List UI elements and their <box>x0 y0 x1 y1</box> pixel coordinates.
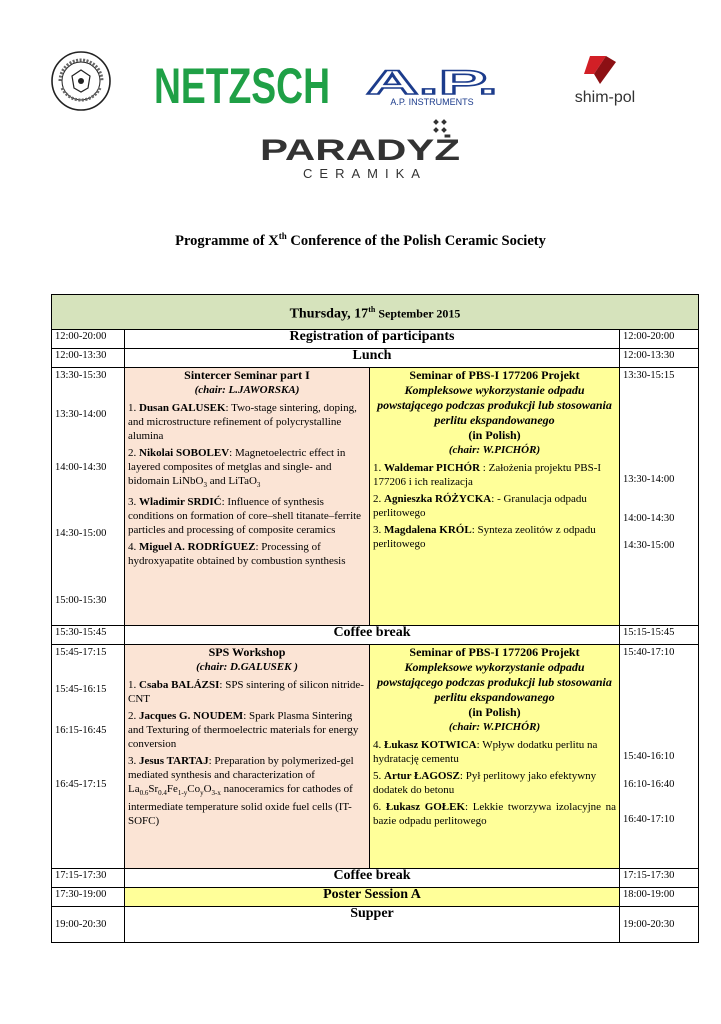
session-block-1 <box>52 368 699 626</box>
time-slot: 16:15-16:45 <box>55 725 107 736</box>
session-chair: (chair: W.PICHÓR) <box>448 444 541 456</box>
time-left: 12:00-20:00 <box>52 330 125 349</box>
times-left-col <box>52 645 125 869</box>
talk-item: 1. Waldemar PICHÓR : Założenia projektu PBS-I 177206 i ich realizacja <box>373 462 602 488</box>
lunch-row <box>52 349 699 368</box>
sps-workshop-cell <box>125 645 370 869</box>
talk-item: 3. Jesus TARTAJ: Preparation by polymerized-gel mediated synthesis and characterization of $La_{0.6}Sr_{0.4}Fe_{1-y}Co_yO_{3-x}$ nanoceramics for cathodes of intermediate temperature solid oxide fuel cells (IT-SOFC) <box>128 755 354 828</box>
time-right: 12:00-20:00 <box>620 330 699 349</box>
talk-item: 3. Wladimir SRDIĆ: Influence of synthesis conditions on formation of core–shell titanate–ferrite particles and processing of composite ceramics <box>128 496 362 537</box>
time-slot: 16:45-17:15 <box>55 779 107 790</box>
talk-item: 6. Łukasz GOŁEK: Lekkie tworzywa izolacyjne na bazie odpadu perlitowego <box>373 801 617 827</box>
time-right: 15:15-15:45 <box>620 626 699 645</box>
time-right: 19:00-20:30 <box>620 907 699 943</box>
event-label: Supper <box>125 907 620 943</box>
paradyz-text: PARADYŻ <box>260 134 460 167</box>
time-slot: 15:00-15:30 <box>55 595 107 606</box>
time-slot: 14:30-15:00 <box>55 528 107 539</box>
event-label: Coffee break <box>125 626 620 645</box>
time-slot: 13:30-15:15 <box>623 370 675 381</box>
netzsch-text: NETZSCH <box>154 60 330 108</box>
times-right-col <box>620 645 699 869</box>
time-left: 17:30-19:00 <box>52 888 125 907</box>
session-title: Sintercer Seminar part I <box>184 368 310 382</box>
time-slot: 13:30-15:30 <box>55 370 107 381</box>
talk-item: 2. Nikolai SOBOLEV: Magnetoelectric effect in layered composites of metglas and single- and bidomain LiNbO$_3$ and LiTaO$_3$ <box>128 447 346 490</box>
event-label: Poster Session A <box>125 888 620 907</box>
time-left: 12:00-13:30 <box>52 349 125 368</box>
pbs-seminar-cell <box>370 368 620 626</box>
time-slot: 15:45-16:15 <box>55 684 107 695</box>
talk-item: 5. Artur ŁAGOSZ: Pył perlitowy jako efektywny dodatek do betonu <box>373 770 597 796</box>
coffee-break-row <box>52 869 699 888</box>
time-left: 17:15-17:30 <box>52 869 125 888</box>
time-slot: 13:30-14:00 <box>623 474 675 485</box>
ceramika-text: CERAMIKA <box>303 166 427 181</box>
time-slot: 13:30-14:00 <box>55 409 107 420</box>
day-header-row <box>52 295 699 330</box>
ap-instruments-logo <box>362 66 502 108</box>
netzsch-logo <box>152 60 332 108</box>
registration-row <box>52 330 699 349</box>
pbs-seminar-cell <box>370 645 620 869</box>
time-slot: 15:40-16:10 <box>623 751 675 762</box>
session-title: Seminar of PBS-I 177206 Projekt <box>409 645 580 659</box>
session-chair: (chair: L.JAWORSKA) <box>194 384 300 396</box>
time-slot: 15:45-17:15 <box>55 647 107 658</box>
event-label: Registration of participants <box>125 330 620 349</box>
session-subtitle: Kompleksowe wykorzystanie odpadu powstającego podczas produkcji lub stosowania perlitu ekspandowanego <box>377 660 612 704</box>
paradyz-ceramika-logo <box>255 118 465 182</box>
time-left: 15:30-15:45 <box>52 626 125 645</box>
time-slot: 14:00-14:30 <box>55 462 107 473</box>
time-slot: 16:40-17:10 <box>623 814 675 825</box>
shim-pol-logo <box>560 52 650 108</box>
session-title: Seminar of PBS-I 177206 Projekt <box>409 368 580 382</box>
session-subtitle: Kompleksowe wykorzystanie odpadu powstającego podczas produkcji lub stosowania perlitu ekspandowanego <box>377 383 612 427</box>
coffee-break-row <box>52 626 699 645</box>
session-block-2 <box>52 645 699 869</box>
talk-item: 2. Agnieszka RÓŻYCKA: - Granulacja odpadu perlitowego <box>373 493 587 519</box>
time-slot: 14:30-15:00 <box>623 540 675 551</box>
talk-item: 2. Jacques G. NOUDEM: Spark Plasma Sintering and Texturing of thermoelectric materials for energy conversion <box>128 710 359 750</box>
talk-item: 3. Magdalena KRÓL: Synteza zeolitów z odpadu perlitowego <box>373 524 596 550</box>
time-slot: 14:00-14:30 <box>623 513 675 524</box>
event-label: Coffee break <box>125 869 620 888</box>
session-chair: (chair: D.GALUSEK ) <box>196 661 298 673</box>
page-title: Programme of Xth Conference of the Polish Ceramic Society <box>175 231 546 249</box>
event-label: Lunch <box>125 349 620 368</box>
programme-table <box>51 294 699 943</box>
time-slot: 15:40-17:10 <box>623 647 675 658</box>
poster-session-row <box>52 888 699 907</box>
talk-item: 1. Csaba BALÁZSI: SPS sintering of silicon nitride-CNT <box>128 679 364 705</box>
society-seal-logo <box>50 50 112 112</box>
times-right-col <box>620 368 699 626</box>
time-right: 12:00-13:30 <box>620 349 699 368</box>
session-title: SPS Workshop <box>208 645 286 659</box>
time-right: 18:00-19:00 <box>620 888 699 907</box>
ap-mark-text: A.P. <box>366 66 498 102</box>
times-left-col <box>52 368 125 626</box>
supper-row <box>52 907 699 943</box>
time-right: 17:15-17:30 <box>620 869 699 888</box>
shim-pol-text: shim-pol <box>574 89 636 106</box>
day-header: Thursday, 17th September 2015 <box>52 295 699 330</box>
session-chair: (chair: W.PICHÓR) <box>448 721 541 733</box>
sintercer-seminar-cell <box>125 368 370 626</box>
talk-item: 4. Miguel A. RODRÍGUEZ: Processing of hydroxyapatite obtained by combustion synthesis <box>128 541 346 568</box>
session-language: (in Polish) <box>468 705 521 719</box>
ap-sub-text: A.P. INSTRUMENTS <box>390 97 474 107</box>
talk-item: 1. Dusan GALUSEK: Two-stage sintering, doping, and microstructure refinement of polycrystalline alumina <box>128 402 357 442</box>
talk-item: 4. Łukasz KOTWICA: Wpływ dodatku perlitu na hydratację cementu <box>373 739 598 765</box>
time-slot: 16:10-16:40 <box>623 779 675 790</box>
session-language: (in Polish) <box>468 428 521 442</box>
time-left: 19:00-20:30 <box>52 907 125 943</box>
